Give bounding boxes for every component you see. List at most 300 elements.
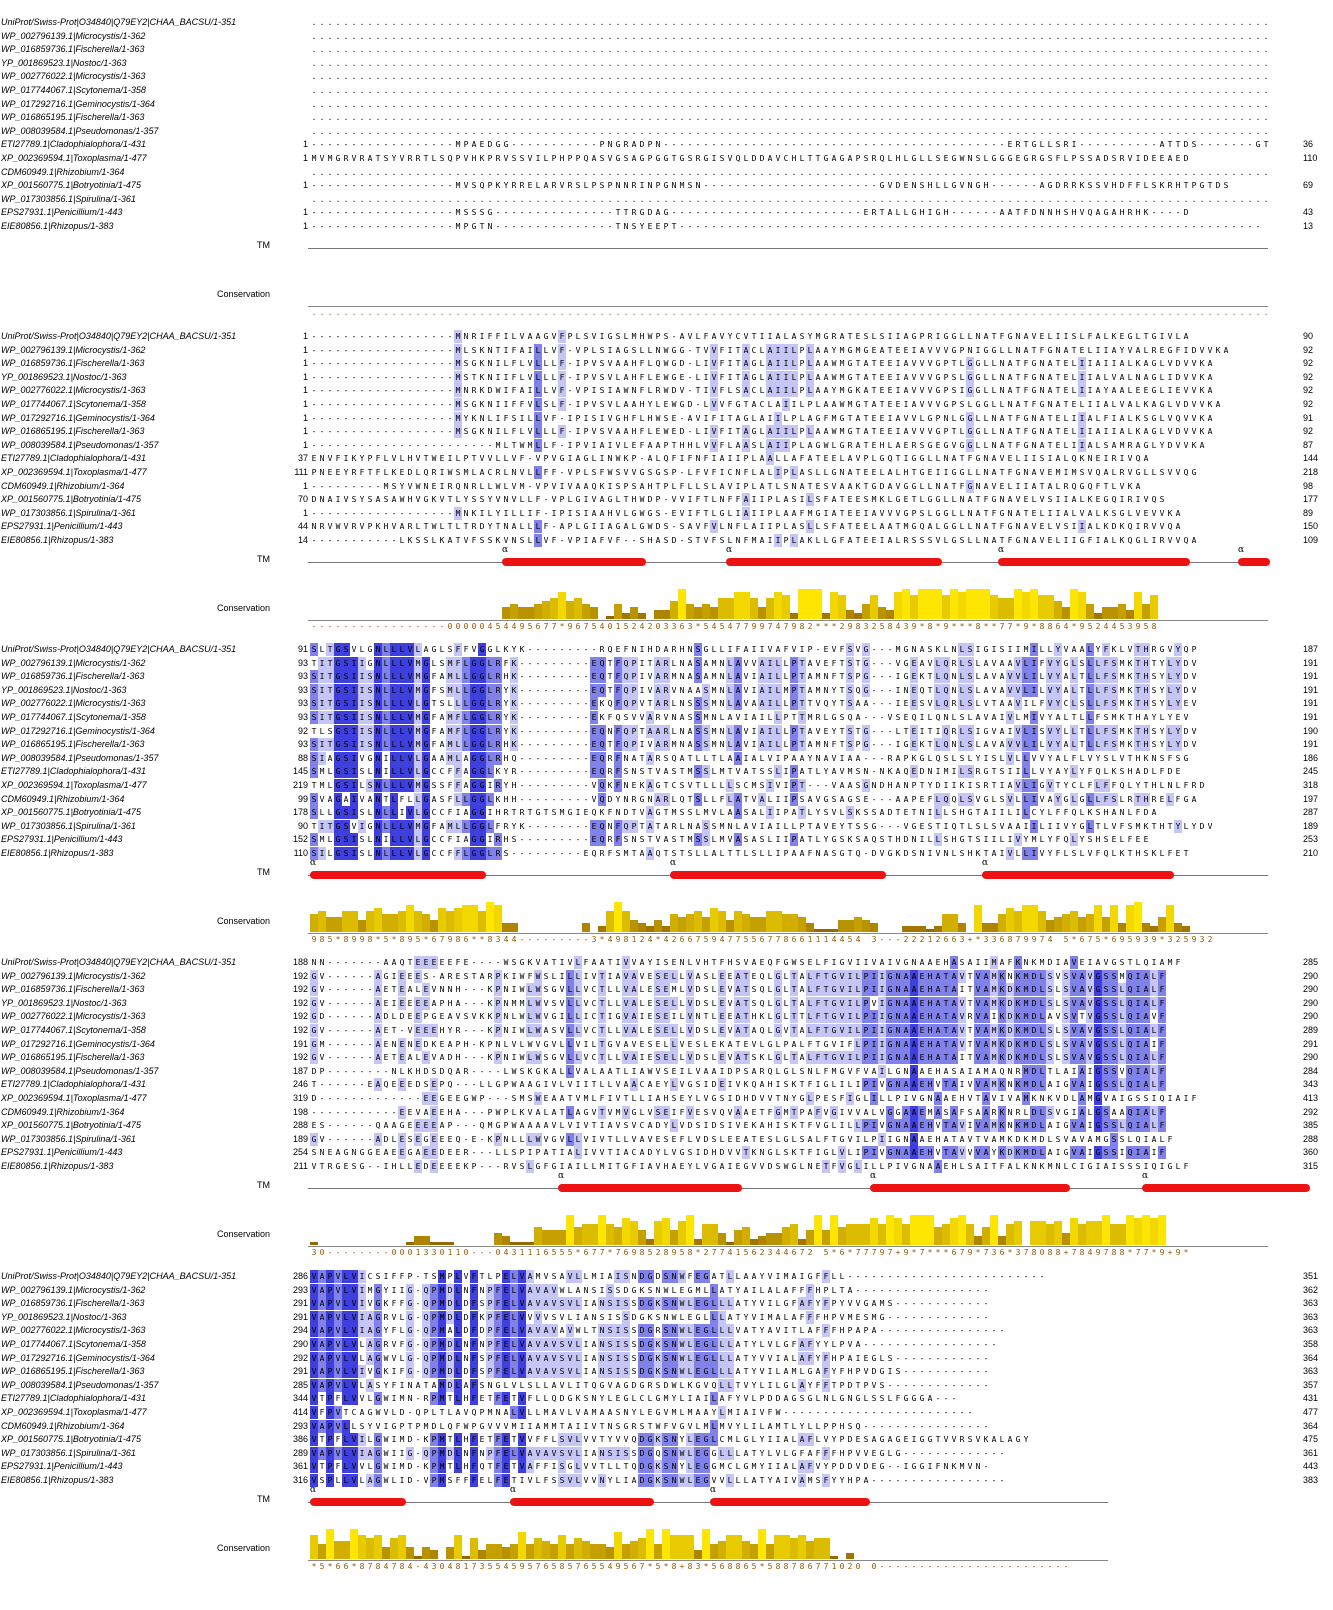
conservation-bar xyxy=(862,604,870,619)
sequence-row xyxy=(0,520,1333,533)
conservation-bar xyxy=(398,911,406,932)
conservation-bar xyxy=(1062,607,1070,619)
sequence-label[interactable]: EPS27931.1|Penicillium/1-443 xyxy=(1,1147,123,1158)
conservation-bar xyxy=(334,917,342,932)
conservation-bar xyxy=(1118,1224,1126,1245)
sequence-start-number: 1 xyxy=(302,399,308,409)
conservation-bar xyxy=(534,604,542,619)
sequence-label[interactable]: YP_001869523.1|Nostoc/1-363 xyxy=(1,684,127,695)
sequence-label[interactable]: ETI27789.1|Cladophialophora/1-431 xyxy=(1,453,146,464)
sequence-residues: S M L G S I S L N I L L V L G C C F I A G G I R H S - - - - - - - - - E Q R F S N S T V A S T M S S L M V A S A S L I I P A T L Y G S K S A Q S T H D N I L L S H G T S I I L I V Y M L Y F Q L Y S H S E L F E E xyxy=(311,835,1149,845)
conservation-bar xyxy=(838,595,846,619)
tm-track-line xyxy=(308,1188,1268,1189)
conservation-bar xyxy=(574,1538,582,1559)
sequence-end-number: 291 xyxy=(1303,1038,1319,1049)
conservation-bar xyxy=(462,1556,470,1559)
sequence-label[interactable]: WP_017303856.1|Spirulina/1-361 xyxy=(1,1447,136,1458)
sequence-residues: . . . . . . . . . . . . . . . . . . . . . . . . . . . . . . . . . . . . . . . . . . . . . . . . . . . . . . . . . . . . . . . . . . . . . . . . . . . . . . . . . . . . . . . . . . . . . . . . . . . . . . . . . . . . . . . . . . . . . . . . xyxy=(311,113,1269,123)
conservation-bar xyxy=(1094,905,1102,932)
sequence-end-number: 245 xyxy=(1303,766,1319,777)
sequence-label[interactable]: WP_008039584.1|Pseudomonas/1-357 xyxy=(1,1065,159,1076)
sequence-label[interactable]: WP_002776022.1|Microcystis/1-363 xyxy=(1,71,146,82)
sequence-label[interactable]: WP_008039584.1|Pseudomonas/1-357 xyxy=(1,752,159,763)
sequence-label[interactable]: WP_002796139.1|Microcystis/1-362 xyxy=(1,1284,146,1295)
conservation-histogram xyxy=(310,902,1270,932)
helix-segment xyxy=(310,1498,406,1506)
conservation-bar xyxy=(910,926,918,932)
conservation-track-label: Conservation xyxy=(216,288,270,299)
sequence-end-number xyxy=(1303,166,1333,179)
sequence-row xyxy=(0,111,1333,124)
sequence-residues: V A P V L V I A G R V L G - Q P M D L D F K P F E L V V V V S V L I A N S I S S D G K S N W L E G L L L A T Y V I M A L A F F F H P V M E S M G - - - - - - - - - - - - - xyxy=(311,1312,989,1322)
conservation-bar xyxy=(670,601,678,619)
tm-track-label: TM xyxy=(257,553,270,564)
sequence-end-number: 210 xyxy=(1303,848,1319,858)
sequence-label[interactable]: UniProt/Swiss-Prot|O34840|Q79EY2|CHAA_BACSU/1-351 xyxy=(1,957,237,967)
conservation-bar xyxy=(1046,920,1054,932)
conservation-scores: - - - - - - - - - - - - - - - - - 0 0 0 0 0 4 5 4 4 9 5 6 7 7 * 9 6 7 5 4 0 1 5 2 4 2 0 3 3 6 3 * 5 4 5 4 7 7 9 9 7 4 7 9 8 2 * * * 2 9 8 3 2 5 8 4 3 9 * 8 * 9 * * * 8 * * 7 7 * 9 * 8 8 6 4 * 9 5 2 4 4 5 3 9 5 8 xyxy=(311,621,1157,631)
conservation-bar xyxy=(406,905,414,932)
sequence-start-number: 192 xyxy=(292,970,308,981)
conservation-bar xyxy=(462,905,470,932)
sequence-start-number: 189 xyxy=(292,1133,308,1144)
sequence-row xyxy=(0,425,1333,438)
sequence-end-number: 191 xyxy=(1303,657,1319,668)
sequence-label[interactable]: WP_016859736.1|Fischerella/1-363 xyxy=(1,358,145,369)
tm-track-label: TM xyxy=(257,239,270,250)
sequence-residues: G V - - - - - - A E T - V E E E H Y R - - - K P N I W L W A S V L L V C T L L V A L E S E L L V D S L E V A T A Q L G V T A L F T G V I L P I I G N A A E H A T A V T V A M K D K M D L S L S V A V G S S L Q I A L F xyxy=(311,1026,1165,1035)
sequence-residues: S I A G S I V G N I L L V L G A A M L A G G L R H Q - - - - - - - - - E Q R F N A T A R S Q A T L L T L A A I A L V I P A A Y N A V I A A - - - R A P K G L Q S L S L Y I S L V L L V V Y A L F L V Y S L V T H K N S F S G xyxy=(311,753,1189,763)
conservation-bar xyxy=(1070,911,1078,932)
sequence-label[interactable]: WP_017744067.1|Scytonema/1-358 xyxy=(1,1025,146,1035)
conservation-bar xyxy=(438,908,446,932)
sequence-row xyxy=(0,1106,1333,1119)
sequence-start-number: 70 xyxy=(297,494,308,505)
conservation-bar xyxy=(326,1529,334,1559)
sequence-end-number: 361 xyxy=(1303,1447,1319,1458)
conservation-bar xyxy=(406,1242,414,1245)
sequence-start-number: 1 xyxy=(302,439,308,450)
conservation-bar xyxy=(470,905,478,932)
conservation-bar xyxy=(1054,1221,1062,1245)
sequence-label[interactable]: CDM60949.1|Rhizobium/1-364 xyxy=(1,480,125,491)
conservation-bar xyxy=(582,1224,590,1245)
conservation-bar xyxy=(838,1227,846,1245)
conservation-bar xyxy=(550,598,558,619)
conservation-bar xyxy=(830,929,838,932)
sequence-row xyxy=(0,1010,1333,1023)
sequence-residues: - - - - - - - - - - - - - - - - - - M P A E D G G - - - - - - - - - - - P N G R A D P N - - - - - - - - - - - - - - - - - - - - - - - - - - - - - - - - - - - - - - - - - - - E R T G L L S R I - - - - - - - - - - A T T D S - - - - - - - G T xyxy=(311,140,1269,150)
sequence-label[interactable]: CDM60949.1|Rhizobium/1-364 xyxy=(1,1420,125,1431)
sequence-end-number: 218 xyxy=(1303,467,1319,477)
sequence-residues: S I T G S I I S N L L L V M G F A M F L G G L R Y K - - - - - - - - - E K F Q S V V A R V N A S S M N L A V I A I L L P T T M R L G S Q A - - - V S E Q I L Q N L S L A V A I V L M I V Y A L T L L F S M K T H A Y L Y E V xyxy=(311,713,1189,722)
sequence-end-number: 177 xyxy=(1303,494,1319,505)
conservation-bar xyxy=(1030,905,1038,932)
sequence-residues: - - - - - - - - - - - - - - - - - - M N R I F F I L V A A G V F P L S V I G S L M H W P S - A V L F A V Y C V T I I A L A S Y M G R A T E S L S I I A G P R I G G L L N A T F G N A V E L I I S L F A L K E G L T G I V L A xyxy=(311,332,1189,341)
sequence-row xyxy=(0,344,1333,357)
sequence-label[interactable]: ETI27789.1|Cladophialophora/1-431 xyxy=(1,1079,146,1090)
sequence-label[interactable]: WP_002776022.1|Microcystis/1-363 xyxy=(1,1325,146,1336)
sequence-label[interactable]: WP_017744067.1|Scytonema/1-358 xyxy=(1,399,146,409)
conservation-bar xyxy=(326,917,334,932)
helix-symbol: α xyxy=(982,857,989,868)
sequence-label[interactable]: XP_002369594.1|Toxoplasma/1-477 xyxy=(1,780,147,790)
sequence-residues: - - - - - - - - - - - - - - - - - - M S G K N I L F L V L L L F - I P V S V A A H F L Q W G D - L I V F I T A G L A I I L P L A A W M G T A T E E I A V V V G P T L G G L L N A T F G N A T E L I I A I I A L K A G L V D V V K A xyxy=(311,359,1213,369)
sequence-row xyxy=(0,1065,1333,1078)
conservation-track-label: Conservation xyxy=(216,602,270,613)
sequence-row xyxy=(0,1379,1333,1392)
conservation-bar xyxy=(974,589,982,619)
sequence-residues: S I T G S I I S N L L L V M G F A M L L G G L R H K - - - - - - - - - E Q T F Q P I V A R M N A S A M N L A V I A I L L P T A M N F T S P G - - - I G E K T L Q N L S L A V A V V L I L V Y A L T L L F S M K T H S Y L Y D V xyxy=(311,672,1197,682)
conservation-bar xyxy=(798,1535,806,1559)
conservation-bar xyxy=(446,911,454,932)
conservation-bar xyxy=(774,1233,782,1245)
sequence-row xyxy=(0,493,1333,506)
conservation-bar xyxy=(1134,1218,1142,1245)
conservation-bar xyxy=(534,1538,542,1559)
conservation-bar xyxy=(518,1242,526,1245)
sequence-end-number: 413 xyxy=(1303,1093,1319,1103)
sequence-label[interactable]: XP_002369594.1|Toxoplasma/1-477 xyxy=(1,1407,147,1417)
conservation-bar xyxy=(510,604,518,619)
conservation-bar xyxy=(510,1544,518,1559)
conservation-bar xyxy=(1118,923,1126,932)
sequence-end-number: 92 xyxy=(1303,371,1314,382)
sequence-start-number: 178 xyxy=(292,807,308,818)
conservation-bar xyxy=(726,1242,734,1245)
sequence-label[interactable]: EIE80856.1|Rhizopus/1-383 xyxy=(1,848,114,858)
conservation-bar xyxy=(982,589,990,619)
sequence-residues: S N E A G N G G E A E E G A E E D E E R - - - L L S P I P A T I A L I V V T I A C A D Y L V G S I D H D V V T K N G L S K T F I G L V L I P I V G N A A E H V T A V V V A Y K D K M D L A I G V A I G S S I Q I A I F xyxy=(311,1148,1165,1158)
sequence-end-number: 190 xyxy=(1303,725,1319,736)
sequence-row xyxy=(0,412,1333,425)
sequence-label[interactable]: WP_016865195.1|Fischerella/1-363 xyxy=(1,426,145,437)
sequence-label[interactable]: CDM60949.1|Rhizobium/1-364 xyxy=(1,166,125,177)
sequence-label[interactable]: EPS27931.1|Penicillium/1-443 xyxy=(1,521,123,532)
conservation-bar xyxy=(1150,926,1158,932)
sequence-row xyxy=(0,507,1333,520)
sequence-residues: V A P V L V I V G K I F G - Q P M D L D F S P F E L V A V A V S V L I A N S I S S D G K S N W L E G L L L A T Y V I L A M L G A F Y F H P V D G I S - - - - - - - - - - - xyxy=(311,1367,989,1377)
sequence-label[interactable]: EPS27931.1|Penicillium/1-443 xyxy=(1,1461,123,1472)
sequence-label[interactable]: WP_002796139.1|Microcystis/1-362 xyxy=(1,657,146,668)
conservation-bar xyxy=(694,1239,702,1245)
helix-segment xyxy=(982,871,1174,879)
sequence-label[interactable]: WP_017292716.1|Geminocystis/1-364 xyxy=(1,1038,155,1049)
sequence-label[interactable]: WP_017292716.1|Geminocystis/1-364 xyxy=(1,725,155,736)
conservation-bar xyxy=(662,1218,670,1245)
sequence-residues: . . . . . . . . . . . . . . . . . . . . . . . . . . . . . . . . . . . . . . . . . . . . . . . . . . . . . . . . . . . . . . . . . . . . . . . . . . . . . . . . . . . . . . . . . . . . . . . . . . . . . . . . . . . . . . . . . . . . . . . . xyxy=(311,45,1269,55)
sequence-residues: S I T G S I I S N L L L V M G F S M L L G G L R Y K - - - - - - - - - E Q T F Q P I V A R V N A A S M N L A V I A I L M P T A M N Y T S Q G - - - I N E Q T L Q N L S L A V A V V L I L V Y A L T L L F S M K T H S Y L Y D V xyxy=(311,685,1197,695)
conservation-bar xyxy=(1110,607,1118,619)
sequence-row xyxy=(0,30,1333,43)
sequence-row xyxy=(0,779,1333,792)
conservation-bar xyxy=(702,1224,710,1245)
sequence-label[interactable]: WP_008039584.1|Pseudomonas/1-357 xyxy=(1,125,159,136)
sequence-end-number: 383 xyxy=(1303,1475,1319,1485)
conservation-bar xyxy=(854,917,862,932)
sequence-label[interactable]: WP_002796139.1|Microcystis/1-362 xyxy=(1,30,146,41)
conservation-track-label: Conservation xyxy=(216,1228,270,1239)
sequence-label[interactable]: XP_001560775.1|Botryotinia/1-475 xyxy=(1,180,141,191)
sequence-label[interactable]: UniProt/Swiss-Prot|O34840|Q79EY2|CHAA_BACSU/1-351 xyxy=(1,17,237,27)
sequence-row xyxy=(0,1119,1333,1132)
conservation-bar xyxy=(942,914,950,932)
conservation-bar xyxy=(790,1538,798,1559)
conservation-bar xyxy=(1134,592,1142,619)
sequence-residues: S I T G S I I S N L L L V M G F A M L L G G L R H K - - - - - - - - - E Q T F Q P I V A R M N A S S M N L A V I A I L L P T A M N F T S P G - - - I G E K T L Q N L S L A V A V V L I L V Y A L T L L F S M K T H S Y L Y D V xyxy=(311,740,1197,750)
conservation-bar xyxy=(1110,1224,1118,1245)
sequence-end-number xyxy=(1303,43,1333,56)
conservation-bar xyxy=(1150,1218,1158,1245)
sequence-start-number: 1 xyxy=(302,221,308,231)
sequence-end-number xyxy=(1303,16,1333,29)
conservation-bar xyxy=(918,926,926,932)
sequence-label[interactable]: WP_008039584.1|Pseudomonas/1-357 xyxy=(1,1379,159,1390)
conservation-bar xyxy=(1102,607,1110,619)
sequence-label[interactable]: XP_001560775.1|Botryotinia/1-475 xyxy=(1,1434,141,1445)
sequence-row xyxy=(0,16,1333,29)
sequence-label[interactable]: WP_016865195.1|Fischerella/1-363 xyxy=(1,1052,145,1063)
conservation-bar xyxy=(814,589,822,619)
sequence-row xyxy=(0,166,1333,179)
conservation-bar xyxy=(510,1242,518,1245)
conservation-bar xyxy=(822,1538,830,1559)
sequence-label[interactable]: WP_002776022.1|Microcystis/1-363 xyxy=(1,385,146,396)
sequence-end-number: 90 xyxy=(1303,331,1314,341)
sequence-end-number: 290 xyxy=(1303,1011,1319,1022)
sequence-label[interactable]: WP_017744067.1|Scytonema/1-358 xyxy=(1,1339,146,1349)
sequence-label[interactable]: WP_016859736.1|Fischerella/1-363 xyxy=(1,44,145,55)
sequence-label[interactable]: WP_017292716.1|Geminocystis/1-364 xyxy=(1,412,155,423)
conservation-histogram xyxy=(310,1529,1270,1559)
sequence-residues: V A P V L V L A S Y F I N A T A M D L A F S N G L V L S L L A V L I T Q G V A G D G R S D W L K G V Q L L T V Y L I L G L A Y F F T P D T P V S - - - - - - - - - - - - - xyxy=(311,1380,989,1390)
conservation-bar xyxy=(422,914,430,932)
conservation-bar xyxy=(806,1230,814,1245)
conservation-bar xyxy=(966,1224,974,1245)
conservation-bar xyxy=(566,1215,574,1245)
sequence-label[interactable]: XP_001560775.1|Botryotinia/1-475 xyxy=(1,494,141,505)
sequence-label[interactable]: WP_002776022.1|Microcystis/1-363 xyxy=(1,698,146,709)
sequence-start-number: 1 xyxy=(302,344,308,355)
conservation-bar xyxy=(614,604,622,619)
conservation-bar xyxy=(1022,592,1030,619)
sequence-row xyxy=(0,1460,1333,1473)
conservation-bar xyxy=(910,1215,918,1245)
sequence-start-number: 1 xyxy=(302,331,308,341)
sequence-label[interactable]: XP_002369594.1|Toxoplasma/1-477 xyxy=(1,467,147,477)
conservation-bar xyxy=(726,1535,734,1559)
conservation-bar xyxy=(1102,917,1110,932)
conservation-bar xyxy=(630,1221,638,1245)
conservation-bar xyxy=(606,616,614,619)
sequence-label[interactable]: WP_016859736.1|Fischerella/1-363 xyxy=(1,1298,145,1309)
conservation-bar xyxy=(1014,589,1022,619)
conservation-bar xyxy=(806,923,814,932)
conservation-bar xyxy=(766,598,774,619)
helix-symbol: α xyxy=(502,544,509,555)
sequence-label[interactable]: XP_001560775.1|Botryotinia/1-475 xyxy=(1,807,141,818)
conservation-bar xyxy=(958,923,966,932)
sequence-label[interactable]: WP_017303856.1|Spirulina/1-361 xyxy=(1,1133,136,1144)
sequence-end-number: 191 xyxy=(1303,712,1319,722)
helix-segment xyxy=(1238,558,1270,566)
sequence-residues: T I T G S V I G N L L L V M G F A M L L G G L F R Y K - - - - - - - - E Q N F Q P T A T A R L N A S S M N L A V I A I L L P T A V E Y T S S G - - - V G E S T I Q T L S L S V A A I I L I I V Y G L T L V F S M K T H T Y L Y D V xyxy=(311,821,1213,831)
sequence-row xyxy=(0,371,1333,384)
sequence-label[interactable]: WP_016859736.1|Fischerella/1-363 xyxy=(1,671,145,682)
sequence-label[interactable]: YP_001869523.1|Nostoc/1-363 xyxy=(1,1311,127,1322)
sequence-residues: S L L G S I S L N L L I V L G C C F I A G G I H R T R T G T S M G I E Q K F N D T V A G T M S S L M V L A A S A L I I P A T L Y S V L S K S S A D T E T N I L L S H G T A I I L I L C Y L F F Q L K S H A N L F D A xyxy=(311,808,1157,818)
sequence-label[interactable]: WP_002796139.1|Microcystis/1-362 xyxy=(1,970,146,981)
sequence-label[interactable]: EPS27931.1|Penicillium/1-443 xyxy=(1,207,123,218)
sequence-label[interactable]: WP_016865195.1|Fischerella/1-363 xyxy=(1,739,145,750)
conservation-bar xyxy=(366,911,374,932)
sequence-start-number: 254 xyxy=(292,1147,308,1158)
conservation-bar xyxy=(534,1227,542,1245)
conservation-bar xyxy=(950,589,958,619)
helix-segment xyxy=(710,1498,870,1506)
conservation-bar xyxy=(598,1215,606,1245)
sequence-label[interactable]: UniProt/Swiss-Prot|O34840|Q79EY2|CHAA_BACSU/1-351 xyxy=(1,1271,237,1281)
sequence-label[interactable]: WP_017292716.1|Geminocystis/1-364 xyxy=(1,1352,155,1363)
sequence-start-number: 192 xyxy=(292,1052,308,1063)
sequence-residues: E S - - - - - - Q A A G E E E E A P - - - Q M G P W A A A A V L V I V T I A V S V C A D Y L V D S I D S I V E K A H I S K T F V G L I L L P I V G N A A E H V T A V I V A M K N K M D L A I G V A I G S S L Q I A L F xyxy=(311,1121,1165,1131)
conservation-bar xyxy=(662,1529,670,1559)
sequence-start-number: 414 xyxy=(292,1407,308,1417)
sequence-label[interactable]: YP_001869523.1|Nostoc/1-363 xyxy=(1,371,127,382)
sequence-label[interactable]: WP_017744067.1|Scytonema/1-358 xyxy=(1,85,146,95)
conservation-bar xyxy=(846,1553,854,1559)
conservation-bar xyxy=(638,923,646,932)
sequence-residues: V T P F L V V L G W I M N - R P M T L H F E T F E T V F L L Q D G K S N Y L E G L C L G M Y L I A I L A F Y V L P D D A G S G L N L G N G L S S L F G G G A - - - xyxy=(311,1394,957,1404)
sequence-label[interactable]: ETI27789.1|Cladophialophora/1-431 xyxy=(1,139,146,150)
conservation-bar xyxy=(774,911,782,932)
sequence-residues: - - - - - - - - - - - - - - - - - - M S G K N I I F F V L S L F - I P V S V L A A H Y L E W G D - L V V F G T A C L A I I L P L A A W M G T A T E E I A V V V G P S L G G L L N A T F G N A T E L I I A L V A L K A G L V D V V K A xyxy=(311,400,1221,409)
sequence-row xyxy=(0,1420,1333,1433)
conservation-bar xyxy=(894,592,902,619)
sequence-label[interactable]: EPS27931.1|Penicillium/1-443 xyxy=(1,834,123,845)
helix-symbol: α xyxy=(310,857,317,868)
conservation-bar xyxy=(838,920,846,932)
conservation-histogram xyxy=(310,275,1270,305)
alignment-block xyxy=(0,330,1333,640)
sequence-label[interactable]: WP_002776022.1|Microcystis/1-363 xyxy=(1,1011,146,1022)
sequence-label[interactable]: XP_001560775.1|Botryotinia/1-475 xyxy=(1,1120,141,1131)
conservation-bar xyxy=(1078,1224,1086,1245)
sequence-label[interactable]: UniProt/Swiss-Prot|O34840|Q79EY2|CHAA_BACSU/1-351 xyxy=(1,644,237,654)
sequence-row xyxy=(0,970,1333,983)
conservation-bar xyxy=(542,1230,550,1245)
sequence-row xyxy=(0,534,1333,547)
conservation-bar xyxy=(1070,589,1078,619)
sequence-label[interactable]: WP_017303856.1|Spirulina/1-361 xyxy=(1,507,136,518)
sequence-label[interactable]: WP_017744067.1|Scytonema/1-358 xyxy=(1,712,146,722)
sequence-label[interactable]: WP_008039584.1|Pseudomonas/1-357 xyxy=(1,439,159,450)
conservation-bar xyxy=(846,610,854,619)
conservation-bar xyxy=(1030,1221,1038,1245)
sequence-start-number xyxy=(284,30,308,43)
sequence-label[interactable]: WP_017303856.1|Spirulina/1-361 xyxy=(1,820,136,831)
sequence-label[interactable]: WP_016865195.1|Fischerella/1-363 xyxy=(1,112,145,123)
sequence-label[interactable]: CDM60949.1|Rhizobium/1-364 xyxy=(1,793,125,804)
sequence-row xyxy=(0,57,1333,70)
sequence-start-number: 192 xyxy=(292,984,308,995)
sequence-start-number xyxy=(284,193,308,206)
sequence-label[interactable]: EIE80856.1|Rhizopus/1-383 xyxy=(1,1161,114,1171)
sequence-label[interactable]: WP_017292716.1|Geminocystis/1-364 xyxy=(1,98,155,109)
conservation-bar xyxy=(614,1227,622,1245)
sequence-label[interactable]: YP_001869523.1|Nostoc/1-363 xyxy=(1,997,127,1008)
sequence-row xyxy=(0,330,1333,343)
sequence-label[interactable]: XP_002369594.1|Toxoplasma/1-477 xyxy=(1,1093,147,1103)
sequence-start-number: 93 xyxy=(297,671,308,682)
sequence-label[interactable]: WP_017303856.1|Spirulina/1-361 xyxy=(1,193,136,204)
sequence-row xyxy=(0,752,1333,765)
sequence-row xyxy=(0,357,1333,370)
conservation-bar xyxy=(702,1529,710,1559)
sequence-label[interactable]: UniProt/Swiss-Prot|O34840|Q79EY2|CHAA_BACSU/1-351 xyxy=(1,331,237,341)
conservation-bar xyxy=(662,610,670,619)
conservation-bar xyxy=(486,1544,494,1559)
sequence-end-number: 92 xyxy=(1303,358,1314,369)
conservation-bar xyxy=(558,592,566,619)
sequence-end-number: 150 xyxy=(1303,521,1319,532)
sequence-residues: . . . . . . . . . . . . . . . . . . . . . . . . . . . . . . . . . . . . . . . . . . . . . . . . . . . . . . . . . . . . . . . . . . . . . . . . . . . . . . . . . . . . . . . . . . . . . . . . . . . . . . . . . . . . . . . . . . . . . . . . xyxy=(311,126,1269,136)
sequence-row xyxy=(0,657,1333,670)
sequence-row xyxy=(0,1051,1333,1064)
conservation-bar xyxy=(854,613,862,619)
conservation-bar xyxy=(502,1236,510,1245)
conservation-bar xyxy=(422,1236,430,1245)
sequence-start-number xyxy=(284,111,308,124)
sequence-residues: G V - - - - - - A D L E S E G E E E Q - E - K P N L L L W V G V L L V I V T L L V A V E S E F L V D S L E E A T E S L G L S A L F T G V I L P I I G N A A E H A T A V T V A M K D K M D L S V A V A M G S S L Q I A L F xyxy=(311,1134,1173,1144)
sequence-label[interactable]: YP_001869523.1|Nostoc/1-363 xyxy=(1,57,127,68)
sequence-label[interactable]: EIE80856.1|Rhizopus/1-383 xyxy=(1,1475,114,1485)
sequence-label[interactable]: ETI27789.1|Cladophialophora/1-431 xyxy=(1,766,146,777)
sequence-start-number: 44 xyxy=(297,521,308,532)
conservation-bar xyxy=(614,902,622,932)
sequence-residues: - - - - - - - - - - - - - - - - - - M Y K N L I F S I L L V F - I P I S I V G H F L H W S E - A V I F I T A G L A I I L P L A G F M G T A T E E I A V V L G P N L G G L L N A T F G N A T E L I I A L F I A L K S G L V Q V V K A xyxy=(311,413,1213,423)
conservation-bar xyxy=(622,1218,630,1245)
conservation-bar xyxy=(446,1242,454,1245)
conservation-bar xyxy=(350,1529,358,1559)
sequence-start-number: 192 xyxy=(292,1025,308,1035)
sequence-end-number: 363 xyxy=(1303,1311,1319,1322)
conservation-bar xyxy=(1110,905,1118,932)
sequence-label[interactable]: XP_002369594.1|Toxoplasma/1-477 xyxy=(1,153,147,163)
conservation-bar xyxy=(310,914,318,932)
sequence-label[interactable]: WP_016865195.1|Fischerella/1-363 xyxy=(1,1366,145,1377)
sequence-label[interactable]: EIE80856.1|Rhizopus/1-383 xyxy=(1,221,114,231)
conservation-bar xyxy=(318,911,326,932)
conservation-bar xyxy=(734,592,742,619)
sequence-label[interactable]: ETI27789.1|Cladophialophora/1-431 xyxy=(1,1393,146,1404)
sequence-label[interactable]: WP_016859736.1|Fischerella/1-363 xyxy=(1,984,145,995)
conservation-bar xyxy=(878,607,886,619)
conservation-bar xyxy=(630,1541,638,1559)
conservation-bar xyxy=(454,1535,462,1559)
conservation-bar xyxy=(846,1224,854,1245)
conservation-bar xyxy=(766,911,774,932)
sequence-label[interactable]: WP_002796139.1|Microcystis/1-362 xyxy=(1,344,146,355)
conservation-bar xyxy=(526,1242,534,1245)
sequence-row xyxy=(0,1133,1333,1146)
sequence-residues: . . . . . . . . . . . . . . . . . . . . . . . . . . . . . . . . . . . . . . . . . . . . . . . . . . . . . . . . . . . . . . . . . . . . . . . . . . . . . . . . . . . . . . . . . . . . . . . . . . . . . . . . . . . . . . . . . . . . . . . . xyxy=(311,194,1269,204)
conservation-bar xyxy=(774,1535,782,1559)
sequence-label[interactable]: EIE80856.1|Rhizopus/1-383 xyxy=(1,535,114,545)
conservation-bar xyxy=(422,1547,430,1559)
sequence-label[interactable]: CDM60949.1|Rhizobium/1-364 xyxy=(1,1106,125,1117)
helix-segment xyxy=(558,1184,742,1192)
